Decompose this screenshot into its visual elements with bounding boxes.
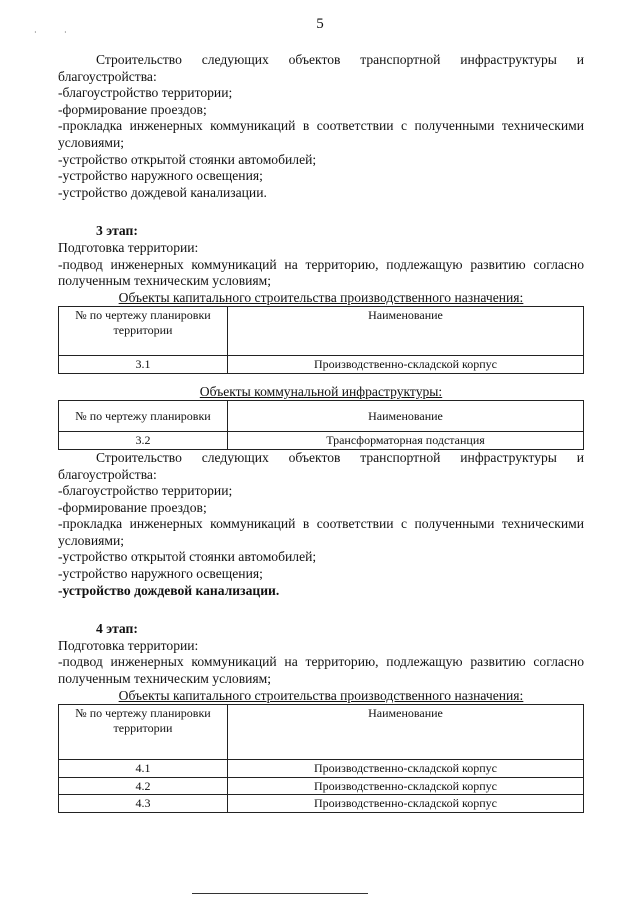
column-header-number: № по чертежу планировки территории — [59, 307, 228, 356]
table-row — [59, 777, 584, 795]
cell-name: Трансформаторная подстанция — [228, 432, 584, 450]
column-header-name: Наименование — [228, 705, 584, 760]
stage-4-table1-caption: Объекты капитального строительства производственного назначения: — [118, 687, 524, 703]
cell-name: Производственно-складской корпус — [228, 356, 584, 374]
list-item: -устройство открытой стоянки автомобилей; — [58, 151, 317, 167]
list-item: -устройство дождевой канализации. — [58, 184, 267, 200]
section-intro: Строительство следующих объектов транспортной инфраструктуры и благоустройства: — [58, 449, 584, 482]
table-header-row — [59, 705, 584, 760]
column-header-number: № по чертежу планировки территории — [59, 705, 228, 760]
footer-divider — [192, 893, 368, 894]
cell-name: Производственно-складской корпус — [228, 795, 584, 813]
list-item: -формирование проездов; — [58, 499, 207, 515]
list-item: -прокладка инженерных коммуникаций в соответствии с полученными техническими условиями; — [58, 118, 584, 150]
cell-name: Производственно-складской корпус — [228, 760, 584, 778]
stage-3-table2-caption: Объекты коммунальной инфраструктуры: — [199, 383, 443, 399]
table-row — [59, 432, 584, 450]
stage-4-prep: Подготовка территории: — [58, 637, 199, 653]
cell-number: 3.1 — [59, 356, 228, 374]
table-header-row — [59, 401, 584, 432]
table-row — [59, 760, 584, 778]
stage-4-prep-item: -подвод инженерных коммуникаций на территорию, подлежащую развитию согласно полученным техническим условиям; — [58, 654, 584, 687]
table-row — [59, 356, 584, 374]
cell-number: 4.2 — [59, 777, 228, 795]
scan-mark: · — [34, 28, 37, 37]
table-row — [59, 795, 584, 813]
cell-number: 4.3 — [59, 795, 228, 813]
list-item: -устройство наружного освещения; — [58, 168, 263, 184]
page-number: 5 — [316, 16, 324, 32]
list-item: -формирование проездов; — [58, 101, 207, 117]
list-item: -благоустройство территории; — [58, 85, 233, 101]
cell-name: Производственно-складской корпус — [228, 777, 584, 795]
column-header-name: Наименование — [228, 401, 584, 432]
stage-3-utility-table — [58, 400, 584, 450]
list-item: -устройство наружного освещения; — [58, 566, 263, 582]
column-header-name: Наименование — [228, 307, 584, 356]
column-header-number: № по чертежу планировки — [59, 401, 228, 432]
stage-3-industrial-table — [58, 306, 584, 374]
list-item: -устройство дождевой канализации. — [58, 582, 280, 598]
list-item: -благоустройство территории; — [58, 483, 233, 499]
cell-number: 4.1 — [59, 760, 228, 778]
stage-3-prep-item: -подвод инженерных коммуникаций на территорию, подлежащую развитию согласно полученным техническим условиям; — [58, 256, 584, 289]
cell-number: 3.2 — [59, 432, 228, 450]
list-item: -прокладка инженерных коммуникаций в соответствии с полученными техническими условиями; — [58, 516, 584, 548]
stage-3-heading: 3 этап: — [96, 223, 138, 239]
section-intro: Строительство следующих объектов транспортной инфраструктуры и благоустройства: — [58, 52, 584, 84]
stage-3-table1-caption: Объекты капитального строительства производственного назначения: — [118, 289, 524, 305]
scan-mark: · — [64, 28, 67, 37]
list-item: -устройство открытой стоянки автомобилей; — [58, 549, 317, 565]
stage-4-industrial-table — [58, 704, 584, 813]
table-header-row — [59, 307, 584, 356]
document-body — [58, 52, 584, 813]
stage-4-heading: 4 этап: — [96, 621, 138, 637]
stage-3-prep: Подготовка территории: — [58, 239, 199, 255]
